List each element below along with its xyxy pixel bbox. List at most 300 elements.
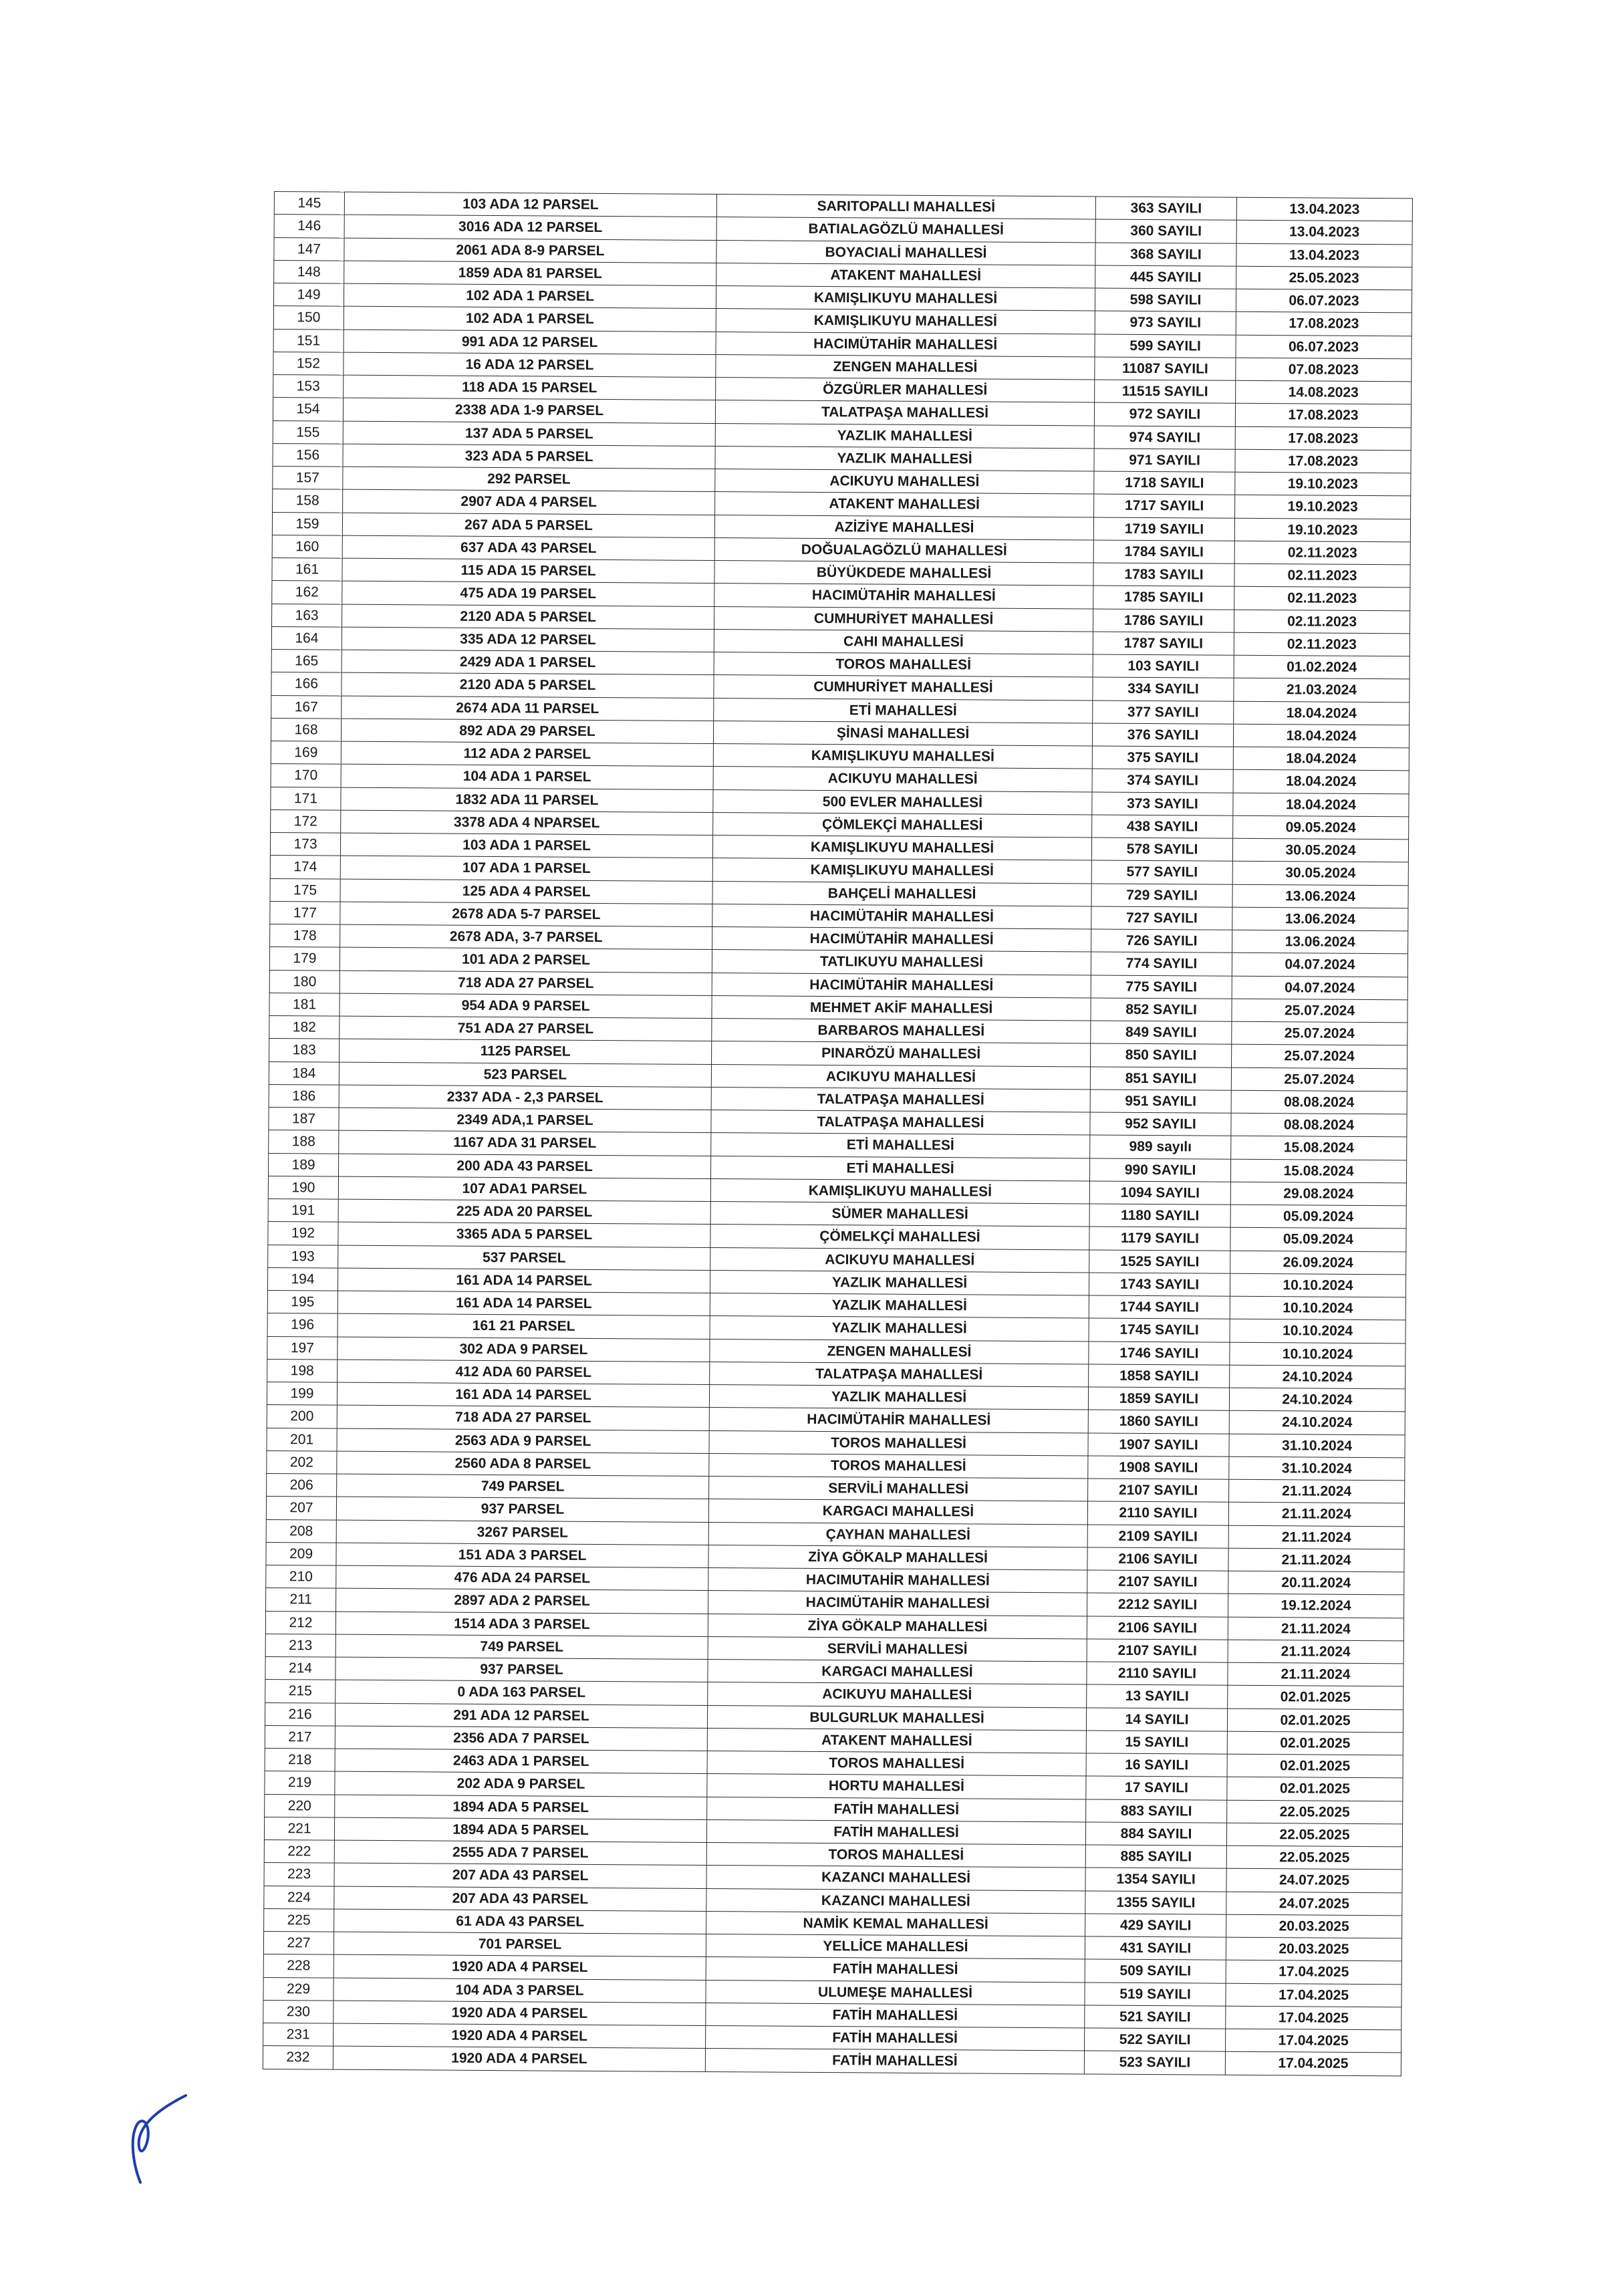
row-number: 200 (267, 1405, 337, 1428)
decision-number-cell: 2106 SAYILI (1087, 1547, 1228, 1571)
date-cell: 18.04.2024 (1234, 701, 1410, 725)
parcel-cell: 103 ADA 1 PARSEL (340, 833, 712, 858)
parcel-cell: 2349 ADA,1 PARSEL (339, 1108, 711, 1133)
neighborhood-cell: SERVİLİ MAHALLESİ (708, 1636, 1087, 1662)
parcel-cell: 1920 ADA 4 PARSEL (333, 2046, 705, 2071)
parcel-cell: 102 ADA 1 PARSEL (344, 306, 716, 332)
neighborhood-cell: FATİH MAHALLESİ (706, 2025, 1085, 2051)
neighborhood-cell: HACIMÜTAHİR MAHALLESİ (716, 332, 1095, 357)
row-number: 221 (264, 1817, 334, 1840)
neighborhood-cell: ÇAYHAN MAHALLESİ (708, 1522, 1087, 1547)
neighborhood-cell: TOROS MAHALLESİ (709, 1430, 1088, 1456)
parcel-cell: 3016 ADA 12 PARSEL (344, 215, 716, 240)
parcel-cell: 161 ADA 14 PARSEL (338, 1291, 710, 1316)
date-cell: 02.11.2023 (1234, 587, 1410, 611)
date-cell: 13.04.2023 (1236, 221, 1412, 245)
neighborhood-cell: TOROS MAHALLESİ (706, 1843, 1085, 1868)
parcel-cell: 2338 ADA 1-9 PARSEL (343, 398, 715, 423)
neighborhood-cell: ATAKENT MAHALLESİ (716, 263, 1095, 288)
parcel-cell: 751 ADA 27 PARSEL (340, 1016, 712, 1041)
row-number: 173 (270, 832, 340, 856)
parcel-cell: 3267 PARSEL (336, 1520, 708, 1545)
date-cell: 30.05.2024 (1232, 838, 1408, 862)
decision-number-cell: 15 SAYILI (1086, 1731, 1227, 1755)
neighborhood-cell: HACIMÜTAHİR MAHALLESİ (714, 584, 1093, 609)
date-cell: 02.01.2025 (1227, 1708, 1403, 1733)
decision-number-cell: 431 SAYILI (1085, 1936, 1226, 1960)
date-cell: 21.11.2024 (1228, 1662, 1403, 1686)
neighborhood-cell: ZİYA GÖKALP MAHALLESİ (708, 1614, 1087, 1639)
parcel-cell: 937 PARSEL (336, 1657, 708, 1682)
parcel-cell: 412 ADA 60 PARSEL (338, 1360, 710, 1385)
row-number: 212 (265, 1611, 336, 1634)
row-number: 197 (267, 1336, 338, 1360)
neighborhood-cell: TALATPAŞA MAHALLESİ (711, 1087, 1090, 1112)
row-number: 232 (263, 2046, 333, 2069)
parcel-cell: 2678 ADA, 3-7 PARSEL (340, 924, 712, 950)
parcel-cell: 991 ADA 12 PARSEL (344, 330, 716, 355)
neighborhood-cell: KAMIŞLIKUYU MAHALLESİ (712, 836, 1091, 861)
row-number: 209 (266, 1542, 336, 1565)
row-number: 207 (266, 1497, 336, 1520)
row-number: 208 (266, 1519, 336, 1543)
date-cell: 29.08.2024 (1230, 1182, 1406, 1206)
decision-number-cell: 884 SAYILI (1085, 1822, 1226, 1846)
date-cell: 19.10.2023 (1235, 472, 1411, 496)
row-number: 174 (270, 856, 340, 879)
date-cell: 17.04.2025 (1225, 2051, 1401, 2075)
date-cell: 08.08.2024 (1231, 1090, 1407, 1114)
row-number: 198 (267, 1359, 338, 1382)
row-number: 160 (272, 535, 342, 558)
parcel-cell: 537 PARSEL (338, 1245, 710, 1271)
row-number: 206 (267, 1473, 337, 1497)
row-number: 164 (271, 626, 342, 650)
date-cell: 19.10.2023 (1234, 518, 1410, 542)
row-number: 149 (273, 283, 344, 307)
neighborhood-cell: YAZLIK MAHALLESİ (715, 423, 1094, 449)
date-cell: 02.01.2025 (1227, 1731, 1403, 1755)
row-number: 153 (273, 374, 344, 398)
decision-number-cell: 598 SAYILI (1095, 288, 1236, 312)
decision-number-cell: 1744 SAYILI (1089, 1295, 1230, 1319)
parcel-cell: 2356 ADA 7 PARSEL (335, 1726, 707, 1751)
row-number: 210 (266, 1565, 336, 1588)
neighborhood-cell: ACIKUYU MAHALLESİ (715, 469, 1094, 495)
decision-number-cell: 2212 SAYILI (1087, 1593, 1228, 1617)
date-cell: 17.08.2023 (1236, 312, 1412, 336)
decision-number-cell: 1746 SAYILI (1089, 1341, 1230, 1365)
parcel-cell: 2120 ADA 5 PARSEL (342, 672, 714, 698)
date-cell: 24.07.2025 (1226, 1869, 1402, 1893)
neighborhood-cell: 500 EVLER MAHALLESİ (713, 789, 1092, 815)
date-cell: 09.05.2024 (1233, 815, 1409, 840)
neighborhood-cell: FATİH MAHALLESİ (706, 1957, 1085, 1983)
neighborhood-cell: ÇÖMELKÇİ MAHALLESİ (710, 1225, 1089, 1250)
neighborhood-cell: FATİH MAHALLESİ (706, 2003, 1085, 2028)
date-cell: 18.04.2024 (1233, 793, 1409, 817)
date-cell: 21.11.2024 (1228, 1503, 1404, 1527)
decision-number-cell: 522 SAYILI (1085, 2028, 1226, 2052)
row-number: 223 (264, 1863, 334, 1886)
neighborhood-cell: KAMIŞLIKUYU MAHALLESİ (716, 309, 1095, 334)
parcel-cell: 892 ADA 29 PARSEL (341, 719, 713, 744)
neighborhood-cell: YAZLIK MAHALLESİ (715, 446, 1094, 471)
decision-number-cell: 774 SAYILI (1091, 952, 1232, 976)
date-cell: 24.10.2024 (1230, 1365, 1405, 1389)
neighborhood-cell: TOROS MAHALLESİ (707, 1751, 1086, 1777)
date-cell: 21.11.2024 (1228, 1640, 1403, 1664)
decision-number-cell: 1094 SAYILI (1089, 1181, 1230, 1205)
date-cell: 13.04.2023 (1236, 197, 1412, 221)
decision-number-cell: 885 SAYILI (1085, 1845, 1226, 1869)
parcel-cell: 2463 ADA 1 PARSEL (335, 1749, 707, 1774)
parcel-cell: 102 ADA 1 PARSEL (344, 283, 716, 309)
date-cell: 02.01.2025 (1227, 1777, 1403, 1801)
decision-number-cell: 775 SAYILI (1091, 975, 1232, 999)
parcel-cell: 161 ADA 14 PARSEL (337, 1382, 709, 1408)
parcel-cell: 107 ADA1 PARSEL (338, 1176, 710, 1202)
date-cell: 10.10.2024 (1230, 1342, 1405, 1366)
row-number: 145 (274, 192, 344, 215)
parcel-cell: 225 ADA 20 PARSEL (338, 1199, 710, 1225)
parcel-cell: 161 ADA 14 PARSEL (338, 1268, 710, 1293)
parcel-cell: 2674 ADA 11 PARSEL (342, 696, 714, 721)
date-cell: 06.07.2023 (1236, 335, 1412, 359)
parcel-cell: 2555 ADA 7 PARSEL (334, 1840, 706, 1866)
neighborhood-cell: TOROS MAHALLESİ (714, 652, 1093, 678)
neighborhood-cell: BAHÇELİ MAHALLESİ (712, 881, 1091, 906)
row-number: 180 (269, 970, 340, 993)
decision-number-cell: 438 SAYILI (1092, 815, 1233, 839)
neighborhood-cell: CUMHURİYET MAHALLESİ (714, 675, 1093, 700)
row-number: 199 (267, 1382, 337, 1405)
row-number: 220 (265, 1794, 335, 1817)
row-number: 162 (272, 581, 342, 604)
parcel-cell: 202 ADA 9 PARSEL (335, 1771, 707, 1797)
row-number: 201 (267, 1428, 337, 1451)
date-cell: 10.10.2024 (1230, 1319, 1405, 1344)
row-number: 157 (273, 466, 343, 489)
neighborhood-cell: SÜMER MAHALLESİ (710, 1202, 1089, 1227)
neighborhood-cell: DOĞUALAGÖZLÜ MAHALLESİ (714, 537, 1093, 563)
decision-number-cell: 726 SAYILI (1091, 929, 1232, 953)
date-cell: 26.09.2024 (1230, 1251, 1406, 1275)
parcel-cell: 2678 ADA 5-7 PARSEL (340, 902, 712, 927)
date-cell: 22.05.2025 (1226, 1823, 1402, 1847)
decision-number-cell: 1745 SAYILI (1089, 1318, 1230, 1342)
parcel-cell: 2897 ADA 2 PARSEL (336, 1588, 708, 1614)
neighborhood-cell: BOYACIALİ MAHALLESİ (716, 240, 1095, 265)
neighborhood-cell: BULGURLUK MAHALLESİ (707, 1705, 1086, 1731)
date-cell: 13.06.2024 (1232, 907, 1408, 931)
date-cell: 18.04.2024 (1233, 770, 1409, 794)
decision-number-cell: 368 SAYILI (1095, 243, 1236, 267)
neighborhood-cell: ATAKENT MAHALLESİ (715, 492, 1094, 517)
neighborhood-cell: KAMIŞLIKUYU MAHALLESİ (713, 744, 1092, 769)
date-cell: 24.10.2024 (1229, 1388, 1405, 1412)
neighborhood-cell: HORTU MAHALLESİ (707, 1774, 1086, 1799)
row-number: 228 (263, 1954, 333, 1978)
decision-number-cell: 519 SAYILI (1085, 1982, 1226, 2006)
row-number: 169 (271, 741, 341, 764)
decision-number-cell: 523 SAYILI (1084, 2051, 1225, 2075)
parcel-cell: 1125 PARSEL (340, 1039, 712, 1064)
decision-number-cell: 373 SAYILI (1092, 791, 1233, 815)
parcel-cell: 2120 ADA 5 PARSEL (342, 604, 714, 630)
row-number: 170 (271, 764, 341, 787)
parcel-cell: 302 ADA 9 PARSEL (338, 1337, 710, 1362)
parcel-cell: 207 ADA 43 PARSEL (334, 1863, 706, 1888)
row-number: 222 (264, 1839, 334, 1863)
parcel-cell: 151 ADA 3 PARSEL (336, 1543, 708, 1568)
decision-number-cell: 1858 SAYILI (1089, 1364, 1230, 1388)
decision-number-cell: 1354 SAYILI (1085, 1868, 1226, 1892)
neighborhood-cell: HACIMÜTAHİR MAHALLESİ (709, 1408, 1088, 1433)
neighborhood-cell: ETİ MAHALLESİ (710, 1156, 1089, 1181)
row-number: 146 (274, 215, 344, 238)
date-cell: 25.07.2024 (1232, 999, 1407, 1023)
neighborhood-cell: MEHMET AKİF MAHALLESİ (712, 995, 1091, 1021)
date-cell: 18.04.2024 (1233, 724, 1409, 748)
neighborhood-cell: ULUMEŞE MAHALLESİ (706, 1980, 1085, 2005)
parcel-cell: 291 ADA 12 PARSEL (335, 1703, 707, 1729)
neighborhood-cell: HACIMÜTAHİR MAHALLESİ (712, 904, 1091, 929)
neighborhood-cell: TATLIKUYU MAHALLESİ (712, 950, 1091, 975)
parcel-cell: 3378 ADA 4 NPARSEL (341, 810, 713, 836)
date-cell: 13.06.2024 (1232, 930, 1408, 954)
date-cell: 19.12.2024 (1228, 1594, 1403, 1618)
date-cell: 17.04.2025 (1226, 1983, 1401, 2007)
date-cell: 08.08.2024 (1231, 1113, 1407, 1137)
decision-number-cell: 1719 SAYILI (1093, 517, 1234, 541)
neighborhood-cell: SARITOPALLI MAHALLESİ (716, 195, 1095, 220)
neighborhood-cell: TOROS MAHALLESİ (709, 1453, 1088, 1479)
row-number: 167 (271, 695, 342, 719)
decision-number-cell: 974 SAYILI (1094, 426, 1235, 450)
parcel-cell: 1832 ADA 11 PARSEL (341, 787, 713, 813)
date-cell: 18.04.2024 (1233, 747, 1409, 771)
parcel-cell: 112 ADA 2 PARSEL (341, 741, 713, 767)
row-number: 193 (268, 1245, 338, 1268)
parcel-cell: 1167 ADA 31 PARSEL (339, 1130, 711, 1156)
row-number: 168 (271, 718, 341, 741)
date-cell: 17.04.2025 (1226, 1960, 1401, 1985)
neighborhood-cell: ACIKUYU MAHALLESİ (711, 1064, 1090, 1090)
row-number: 195 (267, 1290, 338, 1313)
decision-number-cell: 429 SAYILI (1085, 1914, 1226, 1938)
date-cell: 05.09.2024 (1230, 1228, 1406, 1252)
date-cell: 24.10.2024 (1229, 1411, 1405, 1435)
date-cell: 01.02.2024 (1234, 655, 1410, 679)
row-number: 187 (269, 1107, 339, 1130)
decision-number-cell: 14 SAYILI (1086, 1707, 1227, 1731)
row-number: 229 (263, 1977, 333, 2001)
parcel-cell: 749 PARSEL (337, 1474, 709, 1499)
decision-number-cell: 971 SAYILI (1094, 449, 1235, 473)
neighborhood-cell: KAMIŞLIKUYU MAHALLESİ (710, 1178, 1089, 1204)
date-cell: 20.03.2025 (1226, 1914, 1402, 1938)
decision-number-cell: 2107 SAYILI (1088, 1479, 1229, 1503)
neighborhood-cell: HACIMÜTAHİR MAHALLESİ (708, 1591, 1087, 1616)
parcel-cell: 2560 ADA 8 PARSEL (337, 1451, 709, 1477)
date-cell: 17.08.2023 (1235, 404, 1411, 428)
decision-number-cell: 850 SAYILI (1091, 1043, 1232, 1067)
parcel-cell: 161 21 PARSEL (338, 1313, 710, 1339)
decision-number-cell: 1718 SAYILI (1094, 471, 1235, 495)
date-cell: 25.07.2024 (1232, 1045, 1407, 1069)
date-cell: 17.04.2025 (1226, 2029, 1401, 2053)
neighborhood-cell: NAMİK KEMAL MAHALLESİ (706, 1911, 1085, 1936)
parcel-cell: 1514 ADA 3 PARSEL (336, 1612, 708, 1637)
date-cell: 21.11.2024 (1228, 1617, 1403, 1641)
row-number: 202 (267, 1450, 337, 1474)
neighborhood-cell: ACIKUYU MAHALLESİ (708, 1682, 1087, 1708)
neighborhood-cell: HACIMÜTAHİR MAHALLESİ (712, 927, 1091, 952)
row-number: 159 (272, 512, 342, 535)
decision-number-cell: 1908 SAYILI (1088, 1456, 1229, 1480)
date-cell: 13.06.2024 (1232, 884, 1408, 908)
decision-number-cell: 2106 SAYILI (1087, 1616, 1228, 1640)
neighborhood-cell: ACIKUYU MAHALLESİ (710, 1247, 1089, 1273)
date-cell: 10.10.2024 (1230, 1296, 1405, 1320)
row-number: 155 (273, 420, 343, 444)
neighborhood-cell: BATIALAGÖZLÜ MAHALLESİ (716, 217, 1095, 243)
date-cell: 31.10.2024 (1229, 1456, 1405, 1481)
decision-number-cell: 727 SAYILI (1091, 906, 1232, 930)
neighborhood-cell: AZİZİYE MAHALLESİ (714, 515, 1093, 540)
parcel-cell: 61 ADA 43 PARSEL (334, 1909, 706, 1934)
date-cell: 17.08.2023 (1235, 449, 1411, 473)
row-number: 189 (269, 1153, 339, 1176)
decision-number-cell: 852 SAYILI (1091, 998, 1232, 1022)
row-number: 183 (269, 1039, 340, 1062)
row-number: 154 (273, 398, 343, 421)
date-cell: 22.05.2025 (1227, 1800, 1403, 1824)
neighborhood-cell: ZİYA GÖKALP MAHALLESİ (708, 1545, 1087, 1570)
parcel-cell: 1920 ADA 4 PARSEL (333, 2023, 706, 2049)
neighborhood-cell: ETİ MAHALLESİ (711, 1133, 1090, 1158)
parcel-cell: 2563 ADA 9 PARSEL (337, 1428, 709, 1454)
parcel-cell: 1920 ADA 4 PARSEL (333, 1954, 706, 1980)
decision-number-cell: 374 SAYILI (1092, 769, 1233, 793)
neighborhood-cell: PINARÖZÜ MAHALLESİ (712, 1041, 1091, 1067)
parcel-cell: 125 ADA 4 PARSEL (340, 879, 712, 904)
row-number: 192 (268, 1222, 338, 1245)
neighborhood-cell: ÖZGÜRLER MAHALLESİ (716, 378, 1095, 403)
parcel-cell: 476 ADA 24 PARSEL (336, 1565, 708, 1591)
parcel-cell: 0 ADA 163 PARSEL (336, 1680, 708, 1705)
parcel-cell: 718 ADA 27 PARSEL (337, 1405, 709, 1430)
row-number: 188 (269, 1130, 339, 1154)
parcel-cell: 101 ADA 2 PARSEL (340, 947, 712, 973)
decision-number-cell: 1860 SAYILI (1088, 1410, 1229, 1434)
parcel-cell: 3365 ADA 5 PARSEL (338, 1222, 710, 1247)
row-number: 166 (271, 672, 342, 696)
date-cell: 21.11.2024 (1228, 1548, 1404, 1572)
decision-number-cell: 2109 SAYILI (1087, 1524, 1228, 1548)
date-cell: 17.04.2025 (1226, 2006, 1401, 2030)
date-cell: 15.08.2024 (1230, 1159, 1406, 1183)
decision-number-cell: 2107 SAYILI (1087, 1639, 1228, 1663)
row-number: 147 (274, 237, 344, 261)
row-number: 215 (265, 1680, 336, 1703)
decision-number-cell: 363 SAYILI (1095, 197, 1236, 221)
neighborhood-cell: KAMIŞLIKUYU MAHALLESİ (716, 286, 1095, 311)
row-number: 150 (273, 306, 344, 330)
decision-number-cell: 1787 SAYILI (1093, 632, 1234, 656)
records-table-body (263, 192, 1412, 2076)
row-number: 216 (265, 1702, 335, 1726)
parcel-cell: 637 ADA 43 PARSEL (342, 535, 714, 561)
neighborhood-cell: SERVİLİ MAHALLESİ (709, 1477, 1088, 1502)
parcel-cell: 701 PARSEL (333, 1932, 706, 1957)
row-number: 219 (265, 1771, 335, 1795)
date-cell: 20.03.2025 (1226, 1937, 1401, 1961)
neighborhood-cell: KAZANCI MAHALLESİ (706, 1866, 1085, 1891)
neighborhood-cell: KAMIŞLIKUYU MAHALLESİ (712, 858, 1091, 884)
parcel-cell: 323 ADA 5 PARSEL (343, 444, 715, 469)
neighborhood-cell: CAHI MAHALLESİ (714, 629, 1093, 654)
date-cell: 22.05.2025 (1226, 1845, 1402, 1870)
row-number: 178 (270, 924, 340, 947)
handwritten-signature (120, 2089, 200, 2189)
parcel-cell: 1859 ADA 81 PARSEL (344, 261, 716, 286)
date-cell: 02.11.2023 (1234, 541, 1410, 565)
date-cell: 06.07.2023 (1236, 289, 1412, 313)
decision-number-cell: 11515 SAYILI (1095, 380, 1236, 404)
neighborhood-cell: CUMHURİYET MAHALLESİ (714, 606, 1093, 632)
row-number: 217 (265, 1725, 335, 1749)
row-number: 211 (266, 1588, 336, 1612)
date-cell: 20.11.2024 (1228, 1571, 1404, 1595)
parcel-cell: 207 ADA 43 PARSEL (334, 1886, 706, 1912)
decision-number-cell: 1179 SAYILI (1089, 1227, 1230, 1251)
decision-number-cell: 2110 SAYILI (1087, 1501, 1228, 1525)
date-cell: 14.08.2023 (1236, 380, 1412, 404)
parcel-cell: 937 PARSEL (336, 1497, 708, 1522)
parcel-cell: 137 ADA 5 PARSEL (343, 421, 715, 447)
parcel-cell: 107 ADA 1 PARSEL (340, 856, 712, 881)
parcel-cell: 475 ADA 19 PARSEL (342, 581, 714, 606)
neighborhood-cell: HACIMÜTAHİR MAHALLESİ (712, 973, 1091, 998)
date-cell: 15.08.2024 (1231, 1136, 1407, 1160)
neighborhood-cell: ZENGEN MAHALLESİ (710, 1339, 1089, 1364)
neighborhood-cell: KARGACI MAHALLESİ (708, 1660, 1087, 1685)
row-number: 179 (269, 947, 340, 971)
row-number: 196 (267, 1313, 338, 1337)
neighborhood-cell: BÜYÜKDEDE MAHALLESİ (714, 561, 1093, 586)
neighborhood-cell: YAZLIK MAHALLESİ (710, 1293, 1089, 1319)
row-number: 230 (263, 2000, 333, 2023)
decision-number-cell: 990 SAYILI (1089, 1158, 1230, 1182)
date-cell: 02.01.2025 (1227, 1754, 1403, 1778)
parcel-cell: 718 ADA 27 PARSEL (340, 971, 712, 996)
parcel-cell: 16 ADA 12 PARSEL (344, 352, 716, 378)
decision-number-cell: 2110 SAYILI (1087, 1662, 1228, 1686)
row-number: 175 (270, 878, 340, 902)
neighborhood-cell: BARBAROS MAHALLESİ (712, 1019, 1091, 1044)
decision-number-cell: 729 SAYILI (1091, 883, 1232, 907)
date-cell: 02.11.2023 (1234, 563, 1410, 588)
parcel-cell: 523 PARSEL (339, 1062, 711, 1088)
decision-number-cell: 577 SAYILI (1091, 860, 1232, 884)
decision-number-cell: 851 SAYILI (1090, 1066, 1231, 1090)
decision-number-cell: 376 SAYILI (1092, 723, 1233, 747)
row-number: 181 (269, 993, 340, 1016)
decision-number-cell: 951 SAYILI (1090, 1090, 1231, 1114)
neighborhood-cell: TALATPAŞA MAHALLESİ (710, 1362, 1089, 1387)
